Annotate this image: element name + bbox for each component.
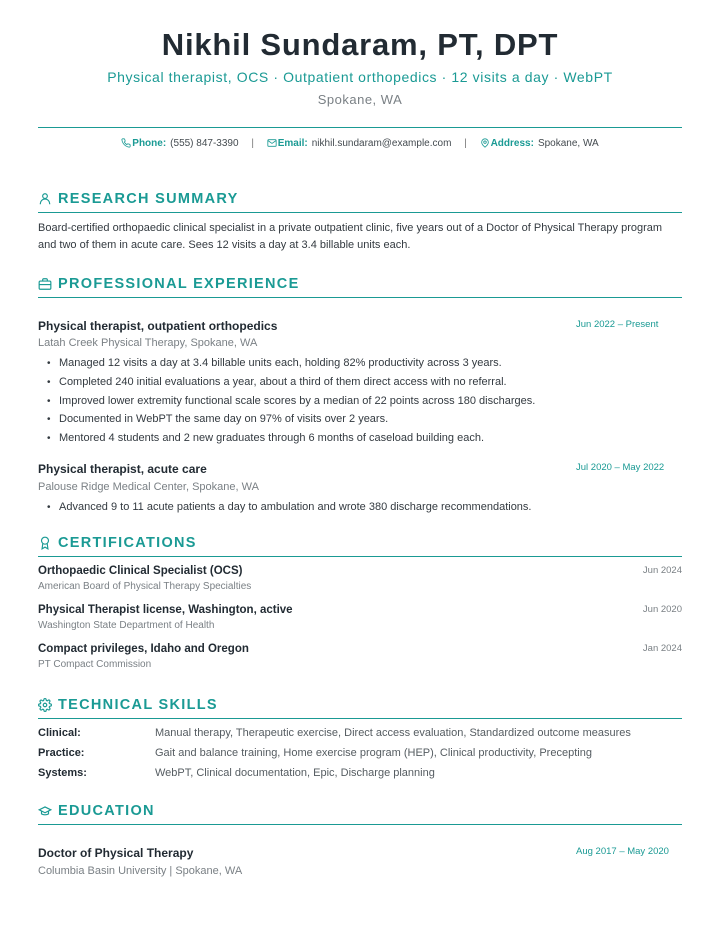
candidate-location: Spokane, WA: [317, 92, 403, 107]
skill-row: [38, 747, 682, 763]
certification-issuer: PT Compact Commission: [38, 659, 152, 670]
list-item: • Mentored 4 students and 2 new graduates through 6 months of caseload building each.: [38, 432, 678, 451]
gear-icon: [38, 698, 52, 712]
envelope-icon: [267, 138, 277, 148]
certification-issuer: American Board of Physical Therapy Specialties: [38, 581, 252, 592]
job-title: Physical therapist, acute care: [38, 462, 207, 476]
section-title-experience: PROFESSIONAL EXPERIENCE: [58, 276, 300, 292]
list-item: • Advanced 9 to 11 acute patients a day to ambulation and wrote 380 discharge recommendations.: [38, 501, 678, 520]
section-title-skills: TECHNICAL SKILLS: [58, 697, 218, 713]
job-bullets: [38, 501, 678, 520]
award-ribbon-icon: [38, 536, 52, 550]
section-header-experience: [38, 277, 682, 298]
certification-date: Jan 2024: [642, 643, 682, 654]
list-item: • Managed 12 visits a day at 3.4 billable units each, holding 82% productivity across 3 years.: [38, 357, 678, 376]
degree-name: Doctor of Physical Therapy: [38, 846, 194, 860]
list-item: • Improved lower extremity functional scale scores by a median of 22 points across 180 discharges.: [38, 395, 678, 414]
section-title-education: EDUCATION: [58, 803, 155, 819]
section-title-certifications: CERTIFICATIONS: [58, 535, 197, 551]
job-organization: Latah Creek Physical Therapy, Spokane, WA: [38, 337, 258, 349]
header-divider: [38, 127, 682, 128]
skill-category: Practice:: [38, 747, 85, 759]
certification-name: Physical Therapist license, Washington, active: [38, 604, 293, 616]
job-dates: Jul 2020 – May 2022: [576, 462, 665, 473]
section-header-certifications: [38, 536, 682, 557]
phone-value[interactable]: (555) 847-3390: [170, 138, 239, 149]
section-header-education: [38, 804, 682, 825]
certification-date: Jun 2020: [642, 604, 682, 615]
certification-name: Orthopaedic Clinical Specialist (OCS): [38, 565, 243, 577]
phone-icon: [121, 138, 131, 148]
phone-label: Phone:: [132, 138, 167, 149]
email-label: Email:: [277, 138, 308, 149]
candidate-tagline: Physical therapist, OCS · Outpatient orthopedics · 12 visits a day · WebPT: [107, 69, 613, 85]
list-item: • Completed 240 initial evaluations a year, about a third of them direct access with no referral.: [38, 376, 678, 395]
skill-category: Systems:: [38, 767, 87, 779]
skill-values: WebPT, Clinical documentation, Epic, Discharge planning: [155, 767, 435, 779]
certification-date: Jun 2024: [642, 565, 682, 576]
job-title: Physical therapist, outpatient orthopedics: [38, 319, 278, 333]
skill-values: Gait and balance training, Home exercise program (HEP), Clinical productivity, Precepting: [155, 747, 592, 759]
graduation-cap-icon: [38, 804, 52, 818]
section-title-summary: RESEARCH SUMMARY: [58, 191, 239, 207]
certification-name: Compact privileges, Idaho and Oregon: [38, 643, 249, 655]
map-pin-icon: [480, 138, 490, 148]
candidate-name: Nikhil Sundaram, PT, DPT: [161, 27, 559, 62]
address-value: Spokane, WA: [537, 138, 599, 149]
job-bullets: [38, 357, 678, 451]
skill-row: [38, 727, 682, 743]
contact-separator: |: [464, 138, 467, 149]
skill-row: [38, 767, 682, 783]
job-dates: Jun 2022 – Present: [576, 319, 659, 330]
contact-separator: |: [251, 138, 254, 149]
education-dates: Aug 2017 – May 2020: [576, 846, 669, 857]
section-header-skills: [38, 698, 682, 719]
contact-bar: [0, 138, 720, 149]
skill-category: Clinical:: [38, 727, 81, 739]
summary-text: Board-certified orthopaedic clinical specialist in a private outpatient clinic, five years out of a Doctor of Physical Therapy program and two of them in acute care. Sees 12 visits a day at 3.4 billable units each.: [38, 222, 663, 251]
email-value[interactable]: nikhil.sundaram@example.com: [311, 138, 452, 149]
list-item: • Documented in WebPT the same day on 97% of visits over 2 years.: [38, 413, 678, 432]
school-name: Columbia Basin University | Spokane, WA: [38, 865, 243, 877]
skill-values: Manual therapy, Therapeutic exercise, Direct access evaluation, Standardized outcome measures: [155, 727, 631, 739]
certification-issuer: Washington State Department of Health: [38, 620, 215, 631]
briefcase-icon: [38, 277, 52, 291]
address-label: Address:: [490, 138, 534, 149]
job-organization: Palouse Ridge Medical Center, Spokane, WA: [38, 481, 259, 493]
section-header-summary: [38, 192, 682, 213]
person-icon: [38, 192, 52, 206]
